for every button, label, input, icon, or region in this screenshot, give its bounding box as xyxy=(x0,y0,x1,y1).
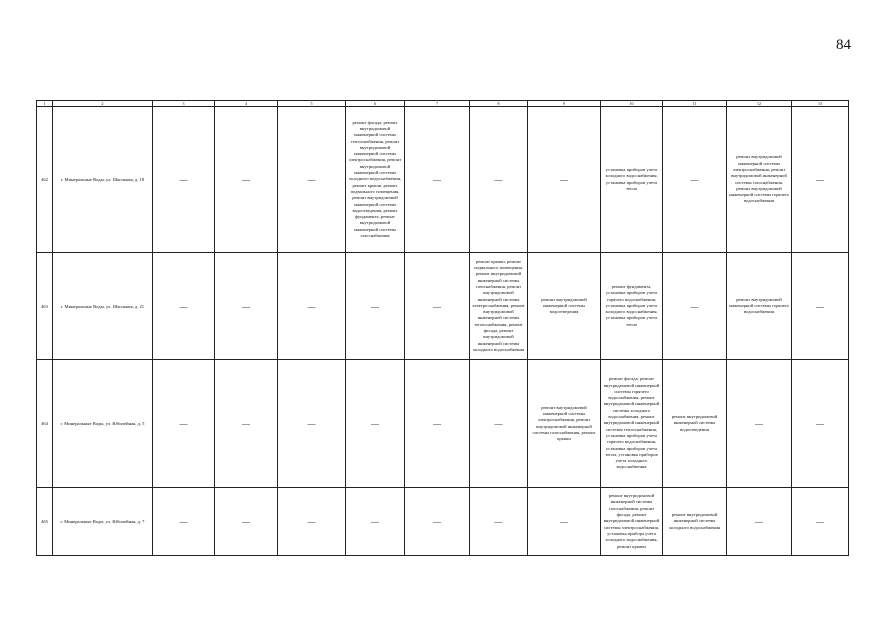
empty-cell-dash: — xyxy=(215,488,278,556)
empty-cell-dash: — xyxy=(470,488,528,556)
column-number: 2 xyxy=(53,101,153,107)
column-number: 1 xyxy=(37,101,53,107)
empty-cell-dash: — xyxy=(153,253,215,360)
work-description-cell: ремонт фундамента, установка приборов учета горячего водоснабжения, установка приборов учета холодного водоснабжения, установка приборов учета тепла xyxy=(601,253,663,360)
empty-cell-dash: — xyxy=(727,488,792,556)
row-address: г. Минеральные Воды, ул. Юбилейная, д. 7 xyxy=(53,488,153,556)
work-description-cell: ремонт внутридомовой инженерной системы водоотведения xyxy=(663,360,727,488)
empty-cell-dash: — xyxy=(346,253,405,360)
row-index: 463 xyxy=(37,253,53,360)
column-number: 4 xyxy=(215,101,278,107)
empty-cell-dash: — xyxy=(215,107,278,253)
work-description-cell: ремонт внутридомовой инженерной системы горячего водоснабжения xyxy=(727,253,792,360)
work-description-cell: ремонт внутридомовой инженерной системы электроснабжения, ремонт внутридомовой инженерной системы газоснабжения, ремонт внутридомовой инженерной системы горячего водоснабжения xyxy=(727,107,792,253)
row-index: 465 xyxy=(37,488,53,556)
empty-cell-dash: — xyxy=(792,253,849,360)
empty-cell-dash: — xyxy=(153,107,215,253)
row-address: г. Минеральные Воды, ул. Школьная, д. 18 xyxy=(53,107,153,253)
column-number: 7 xyxy=(405,101,470,107)
table-row xyxy=(37,488,849,556)
work-description-cell: ремонт внутридомовой инженерной системы холодного водоснабжения xyxy=(663,488,727,556)
work-description-cell: ремонт фасада, ремонт внутридомовой инженерной системы горячего водоснабжения, ремонт внутридомовой инженерной системы холодного водоснабжения, ремонт внутридомовой инженерной системы теплоснабжения, установка приборов учета горячего водоснабжения, установка приборов учета тепла, установка приборов учета холодного водоснабжения xyxy=(601,360,663,488)
column-number: 3 xyxy=(153,101,215,107)
page-number: 84 xyxy=(836,37,851,53)
empty-cell-dash: — xyxy=(470,360,528,488)
column-number: 11 xyxy=(663,101,727,107)
empty-cell-dash: — xyxy=(405,253,470,360)
column-number: 10 xyxy=(601,101,663,107)
empty-cell-dash: — xyxy=(346,360,405,488)
work-description-cell: ремонт фасада, ремонт внутридомовой инженерной системы теплоснабжения, ремонт внутридомовой инженерной системы электроснабжения, ремонт внутридомовой инженерной системы холодного водоснабжения, ремонт крыши, ремонт подвального помещения, ремонт внутридомовой инженерной системы водоотведения, ремонт фундамента, ремонт внутридомовой инженерной системы газоснабжения xyxy=(346,107,405,253)
column-number: 6 xyxy=(346,101,405,107)
empty-cell-dash: — xyxy=(215,360,278,488)
empty-cell-dash: — xyxy=(278,360,346,488)
empty-cell-dash: — xyxy=(792,107,849,253)
empty-cell-dash: — xyxy=(727,360,792,488)
empty-cell-dash: — xyxy=(278,107,346,253)
column-number: 9 xyxy=(528,101,601,107)
work-description-cell: ремонт внутридомовой инженерной системы водоотведения xyxy=(528,253,601,360)
empty-cell-dash: — xyxy=(346,488,405,556)
empty-cell-dash: — xyxy=(405,488,470,556)
work-description-cell: ремонт крыши, ремонт подвального помещения, ремонт внутридомовой инженерной системы газоснабжения, ремонт внутридомовой инженерной системы электроснабжения, ремонт внутридомовой инженерной системы теплоснабжения, ремонт фасада, ремонт внутридомовой инженерной системы холодного водоснабжения xyxy=(470,253,528,360)
empty-cell-dash: — xyxy=(153,488,215,556)
empty-cell-dash: — xyxy=(792,360,849,488)
empty-cell-dash: — xyxy=(470,107,528,253)
empty-cell-dash: — xyxy=(153,360,215,488)
work-description-cell: установка приборов учета холодного водоснабжения, установка приборов учета тепла xyxy=(601,107,663,253)
empty-cell-dash: — xyxy=(528,107,601,253)
row-index: 464 xyxy=(37,360,53,488)
table-row xyxy=(37,253,849,360)
empty-cell-dash: — xyxy=(278,253,346,360)
empty-cell-dash: — xyxy=(405,360,470,488)
empty-cell-dash: — xyxy=(663,253,727,360)
empty-cell-dash: — xyxy=(405,107,470,253)
column-number: 8 xyxy=(470,101,528,107)
empty-cell-dash: — xyxy=(663,107,727,253)
work-description-cell: ремонт внутридомовой инженерной системы газоснабжения, ремонт фасада, ремонт внутридомовой инженерной системы электроснабжения, установка прибора учета холодного водоснабжения, ремонт крыши xyxy=(601,488,663,556)
row-address: г. Минеральные Воды, ул. Юбилейная, д. 5 xyxy=(53,360,153,488)
column-number: 13 xyxy=(792,101,849,107)
row-index: 462 xyxy=(37,107,53,253)
empty-cell-dash: — xyxy=(215,253,278,360)
table-row xyxy=(37,360,849,488)
empty-cell-dash: — xyxy=(528,488,601,556)
row-address: г. Минеральные Воды, ул. Школьная, д. 21 xyxy=(53,253,153,360)
column-number: 12 xyxy=(727,101,792,107)
empty-cell-dash: — xyxy=(792,488,849,556)
empty-cell-dash: — xyxy=(278,488,346,556)
column-number: 5 xyxy=(278,101,346,107)
works-table xyxy=(36,100,849,556)
work-description-cell: ремонт внутридомовой инженерной системы электроснабжения, ремонт внутридомовой инженерной системы газоснабжения, ремонт крыши xyxy=(528,360,601,488)
table-row xyxy=(37,107,849,253)
